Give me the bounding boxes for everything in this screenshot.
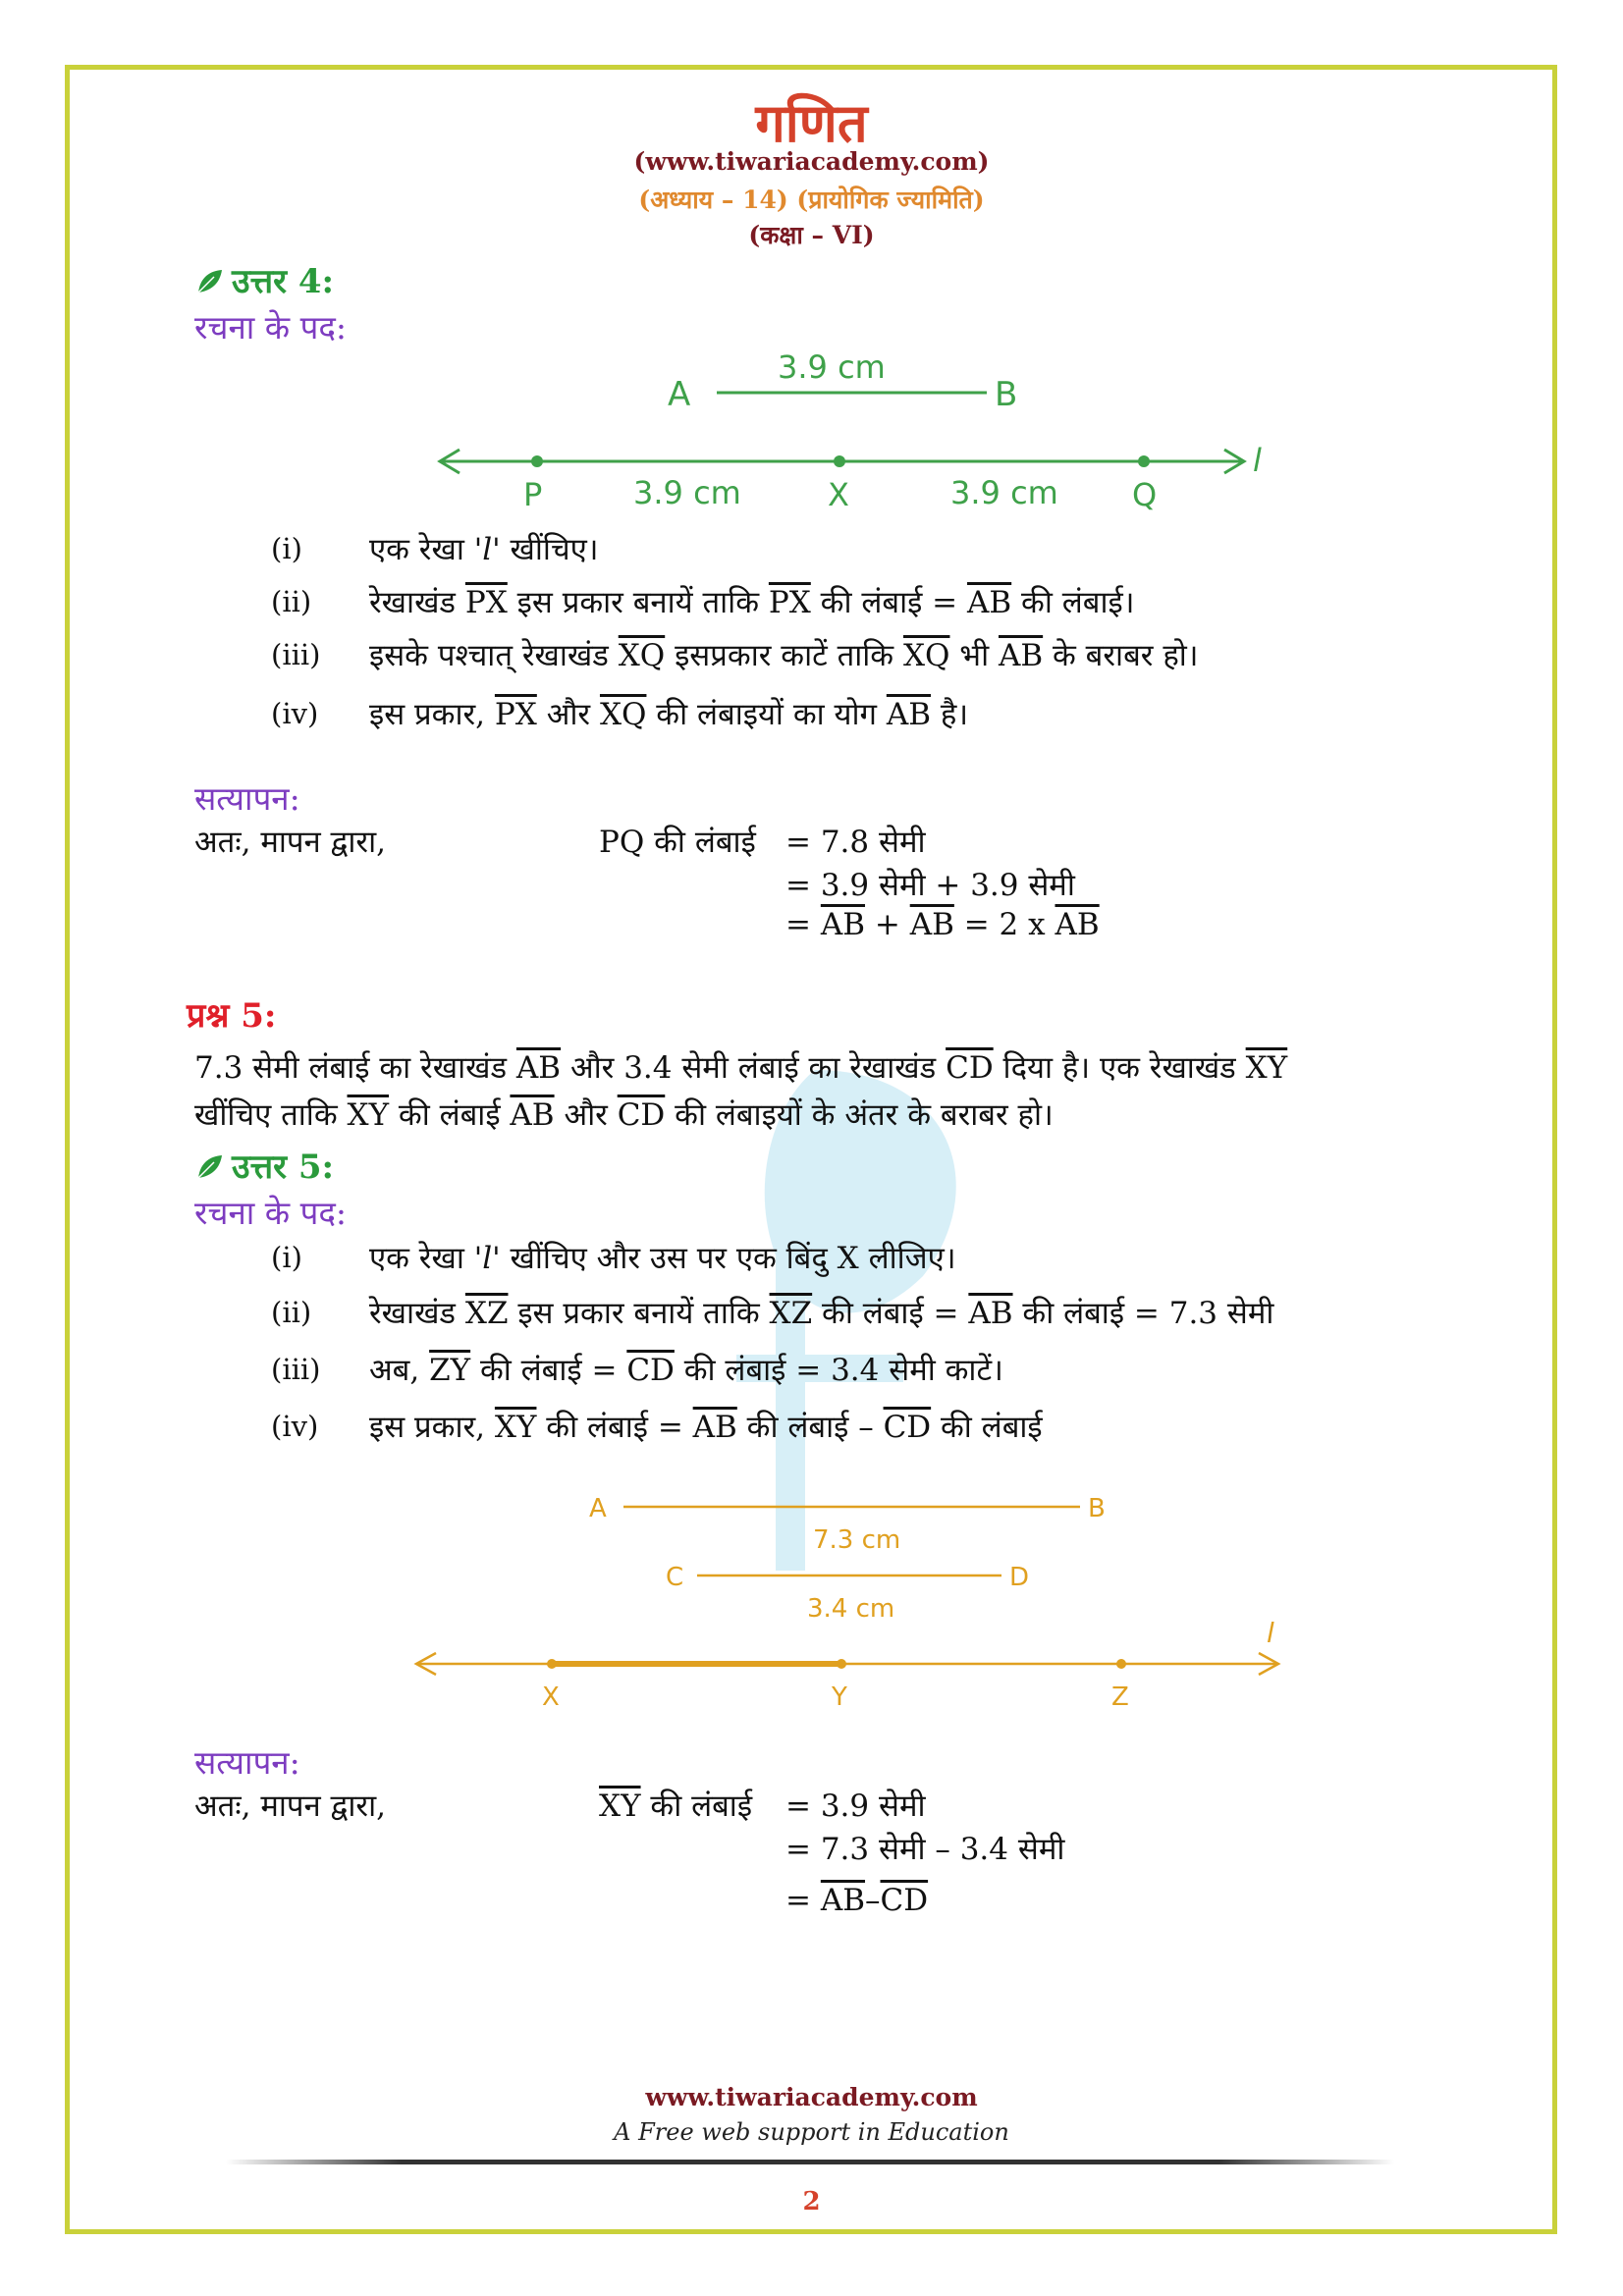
answer-5-heading: उत्तर 5:: [194, 1143, 334, 1188]
point-y: [837, 1659, 846, 1669]
label-d: D: [1009, 1563, 1030, 1592]
label-p: P: [523, 476, 543, 513]
point-z: [1116, 1659, 1126, 1669]
leaf-icon: [194, 1152, 224, 1182]
step-number: (iv): [271, 1410, 319, 1443]
step-text: एक रेखा 'l' खींचिए।: [369, 532, 599, 567]
step-number: (iv): [271, 697, 319, 730]
label-px-length: 3.9 cm: [633, 474, 741, 511]
label-b: B: [995, 375, 1018, 414]
label-ab-length: 7.3 cm: [813, 1525, 901, 1555]
question-5-text: खींचिए ताकि $\overline{XY}$ की लंबाई $\overline{AB}$ और $\overline{CD}$ की लंबाइयों के अंतर के बराबर हो।: [194, 1097, 1054, 1133]
step-text: रेखाखंड $\overline{XZ}$ इस प्रकार बनायें ताकि $\overline{XZ}$ की लंबाई = $\overline{AB}$ की लंबाई = 7.3 सेमी: [369, 1296, 1274, 1331]
verification-line: = 3.9 सेमी + 3.9 सेमी: [785, 868, 1075, 903]
answer-5-construction-label: रचना के पद:: [194, 1194, 348, 1232]
verification-heading: सत्यापन:: [194, 1743, 300, 1782]
label-ab-length: 3.9 cm: [778, 348, 886, 386]
label-x: X: [828, 476, 849, 513]
answer-4-heading: उत्तर 4:: [194, 257, 334, 302]
label-y: Y: [832, 1682, 847, 1712]
verification-line: = 7.8 सेमी: [785, 825, 926, 860]
question-5-heading: प्रश्न 5:: [187, 996, 277, 1036]
label-c: C: [666, 1563, 684, 1592]
label-xq-length: 3.9 cm: [950, 474, 1058, 511]
label-a: A: [668, 375, 691, 414]
step-text: इस प्रकार, $\overline{XY}$ की लंबाई = $\overline{AB}$ की लंबाई – $\overline{CD}$ की लंबाई: [369, 1410, 1043, 1445]
figure-answer-5: [403, 1477, 1306, 1713]
step-text: इस प्रकार, $\overline{PX}$ और $\overline{XQ}$ की लंबाइयों का योग $\overline{AB}$ है।: [369, 697, 969, 732]
step-text: अब, $\overline{ZY}$ की लंबाई = $\overline{CD}$ की लंबाई = 3.4 सेमी काटें।: [369, 1353, 1003, 1388]
point-p: [531, 455, 543, 467]
label-l: l: [1253, 442, 1262, 479]
step-number: (i): [271, 1241, 302, 1274]
label-cd-length: 3.4 cm: [807, 1594, 895, 1624]
step-number: (i): [271, 532, 302, 565]
footer-tagline: A Free web support in Education: [614, 2118, 1009, 2146]
footer-site-link[interactable]: www.tiwariacademy.com: [645, 2083, 978, 2111]
page-number: 2: [802, 2187, 821, 2216]
point-q: [1138, 455, 1150, 467]
verification-left: अतः, मापन द्वारा,: [194, 1789, 386, 1824]
leaf-icon: [194, 267, 224, 296]
header-site: (www.tiwariacademy.com): [633, 147, 990, 176]
step-text: एक रेखा 'l' खींचिए और उस पर एक बिंदु X लीजिए।: [369, 1241, 956, 1276]
step-text: रेखाखंड $\overline{PX}$ इस प्रकार बनायें ताकि $\overline{PX}$ की लंबाई = $\overline{AB}$ की लंबाई।: [369, 585, 1135, 620]
verification-lhs: $\overline{XY}$ की लंबाई: [599, 1789, 753, 1824]
point-x: [834, 455, 845, 467]
step-number: (ii): [271, 1296, 312, 1329]
figure-answer-4: [422, 339, 1286, 515]
step-number: (iii): [271, 1353, 321, 1386]
label-z: Z: [1111, 1682, 1129, 1712]
header-class: (कक्षा – VI): [748, 221, 875, 249]
question-5-text: 7.3 सेमी लंबाई का रेखाखंड $\overline{AB}$ और 3.4 सेमी लंबाई का रेखाखंड $\overline{CD}$ दिया है। एक रेखाखंड $\overline{XY}$: [194, 1050, 1288, 1086]
verification-heading: सत्यापन:: [194, 779, 300, 818]
step-text: इसके पश्चात् रेखाखंड $\overline{XQ}$ इसप्रकार काटें ताकि $\overline{XQ}$ भी $\overline{AB}$ के बराबर हो।: [369, 638, 1199, 673]
label-a: A: [589, 1494, 607, 1523]
label-x: X: [542, 1682, 560, 1712]
verification-line: = $\overline{AB}-\overline{CD}$: [785, 1883, 929, 1918]
verification-line: = 7.3 सेमी – 3.4 सेमी: [785, 1832, 1065, 1867]
point-x: [547, 1659, 557, 1669]
step-number: (iii): [271, 638, 321, 671]
verification-line: = 3.9 सेमी: [785, 1789, 926, 1824]
label-l: l: [1267, 1617, 1274, 1649]
answer-4-construction-label: रचना के पद:: [194, 308, 348, 347]
header-chapter: (अध्याय – 14) (प्रायोगिक ज्यामिति): [638, 186, 985, 214]
verification-lhs: PQ की लंबाई: [599, 825, 756, 860]
verification-left: अतः, मापन द्वारा,: [194, 825, 386, 860]
page-title: गणित: [755, 91, 868, 154]
verification-line: = $\overline{AB} + \overline{AB} = 2$ x $\overline{AB}$: [785, 907, 1100, 942]
step-number: (ii): [271, 585, 312, 618]
label-b: B: [1088, 1494, 1106, 1523]
footer-divider: [226, 2160, 1394, 2164]
label-q: Q: [1132, 476, 1158, 513]
